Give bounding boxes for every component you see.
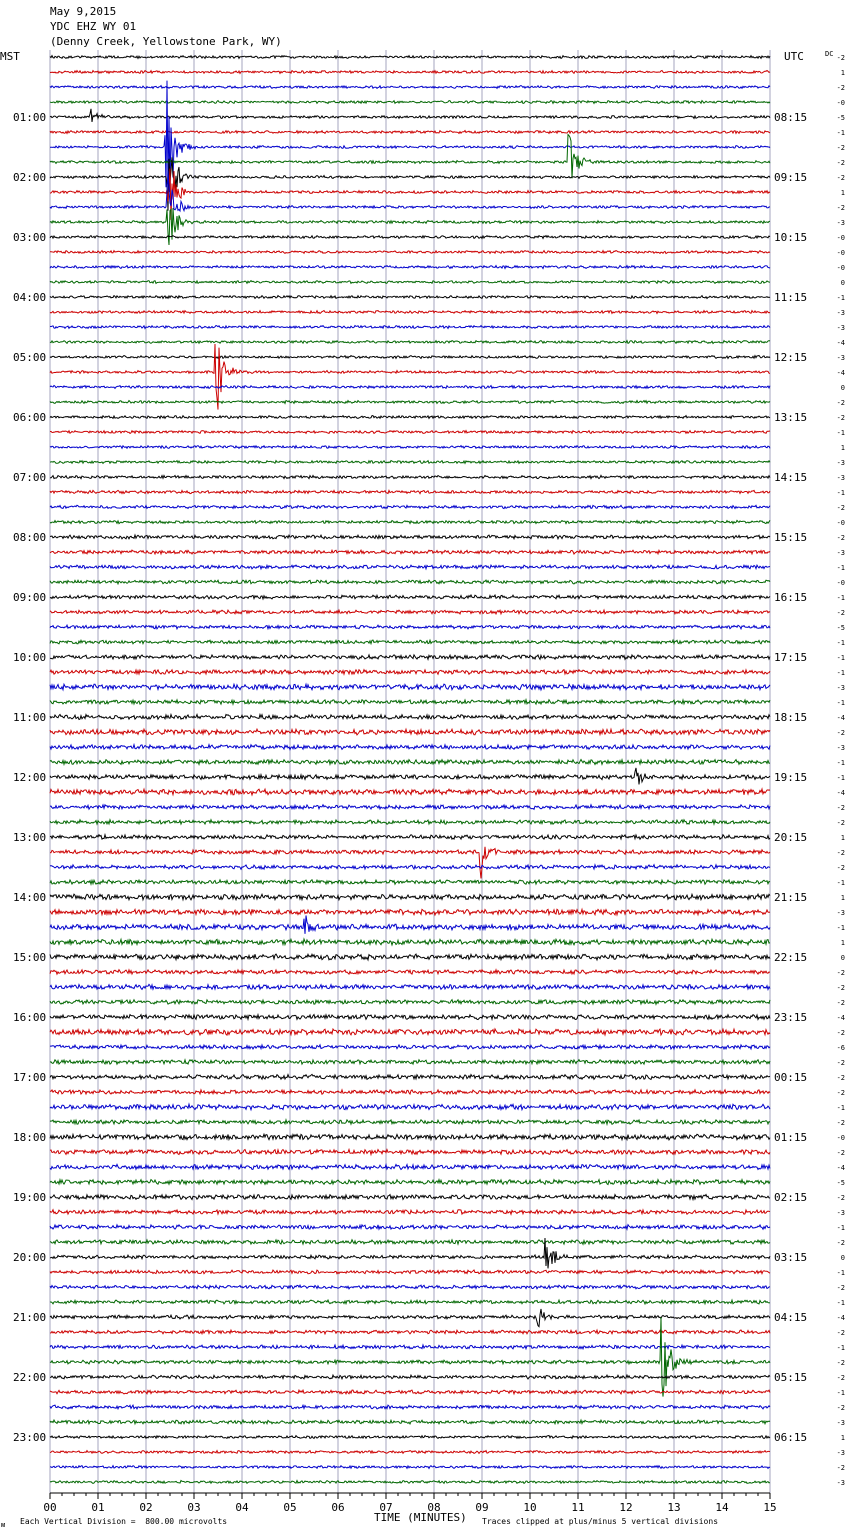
trace-74 [50, 1164, 770, 1169]
mst-label: 13:00 [13, 831, 47, 844]
trace-46 [50, 745, 770, 750]
x-tick-label: 04 [235, 1501, 249, 1514]
dc-offset: -0 [836, 234, 845, 242]
dc-offset: -1 [836, 1104, 845, 1112]
trace-3 [50, 101, 770, 104]
x-axis-title: TIME (MINUTES) [374, 1511, 467, 1524]
mst-label: 16:00 [13, 1011, 47, 1024]
trace-49 [50, 789, 770, 795]
dc-offset: -3 [836, 549, 845, 557]
trace-37 [50, 610, 770, 614]
dc-offset: -4 [836, 1014, 845, 1022]
dc-offset: -2 [836, 1374, 845, 1382]
trace-79 [50, 1240, 770, 1245]
trace-56 [50, 894, 770, 900]
utc-label: 16:15 [774, 591, 808, 604]
dc-offset: -1 [836, 1224, 845, 1232]
trace-15 [50, 281, 770, 284]
trace-77 [50, 1210, 770, 1214]
trace-90 [50, 1405, 770, 1409]
trace-34 [50, 565, 770, 569]
trace-76 [50, 1195, 770, 1200]
trace-69 [50, 1090, 770, 1094]
dc-offset: -1 [836, 924, 845, 932]
dc-offset: -1 [836, 774, 845, 782]
clip-note: Traces clipped at plus/minus 5 vertical divisions [482, 1517, 719, 1526]
trace-45 [50, 729, 770, 735]
dc-offset: -4 [836, 789, 845, 797]
dc-offset: 1 [840, 189, 845, 197]
x-tick-label: 14 [715, 1501, 729, 1514]
dc-offset: -5 [836, 1179, 845, 1187]
mst-label: 21:00 [13, 1311, 47, 1324]
utc-label: 04:15 [774, 1311, 808, 1324]
mst-label: 20:00 [13, 1251, 47, 1264]
trace-16 [50, 296, 770, 299]
x-tick-label: 08 [427, 1501, 441, 1514]
mst-label: 04:00 [13, 291, 47, 304]
trace-8 [50, 157, 770, 210]
dc-offset: 1 [840, 894, 845, 902]
dc-offset: -2 [836, 864, 845, 872]
trace-39 [50, 640, 770, 644]
trace-75 [50, 1180, 770, 1185]
trace-7 [50, 135, 770, 179]
dc-offset: -2 [836, 1119, 845, 1127]
trace-24 [50, 416, 770, 419]
corner-mark: ᴍ [1, 1521, 6, 1529]
mst-label: 23:00 [13, 1431, 47, 1444]
dc-offset: -2 [836, 849, 845, 857]
trace-64 [50, 1015, 770, 1020]
trace-26 [50, 446, 770, 449]
dc-offset: -1 [836, 294, 845, 302]
mst-label: 17:00 [13, 1071, 47, 1084]
dc-offset: 0 [840, 384, 845, 392]
mst-label: 07:00 [13, 471, 47, 484]
dc-offset: -1 [836, 429, 845, 437]
trace-57 [50, 909, 770, 915]
trace-44 [50, 715, 770, 720]
mst-label: 10:00 [13, 651, 47, 664]
trace-94 [50, 1466, 770, 1469]
dc-offset: -0 [836, 1134, 845, 1142]
utc-label: 12:15 [774, 351, 808, 364]
dc-offset: -2 [836, 1029, 845, 1037]
dc-offset: -1 [836, 639, 845, 647]
dc-offset: -3 [836, 354, 845, 362]
dc-offset: -2 [836, 984, 845, 992]
trace-22 [50, 386, 770, 389]
mst-label: 09:00 [13, 591, 47, 604]
dc-offset: -2 [836, 1089, 845, 1097]
trace-66 [50, 1045, 770, 1049]
dc-offset: -1 [836, 1269, 845, 1277]
trace-12 [50, 236, 770, 239]
dc-offset: -3 [836, 324, 845, 332]
mst-label: 11:00 [13, 711, 47, 724]
trace-1 [50, 71, 770, 74]
trace-0 [50, 56, 770, 59]
trace-93 [50, 1451, 770, 1454]
utc-label: 22:15 [774, 951, 808, 964]
dc-offset: 1 [840, 939, 845, 947]
utc-label: 21:15 [774, 891, 808, 904]
dc-offset: -0 [836, 99, 845, 107]
trace-68 [50, 1074, 770, 1079]
mst-axis-title: MST [0, 50, 20, 63]
dc-offset: -2 [836, 204, 845, 212]
dc-offset: -1 [836, 654, 845, 662]
dc-offset: -2 [836, 159, 845, 167]
trace-2 [50, 86, 770, 89]
dc-offset: -2 [836, 999, 845, 1007]
x-tick-label: 06 [331, 1501, 345, 1514]
dc-offset: -0 [836, 264, 845, 272]
utc-label: 02:15 [774, 1191, 808, 1204]
dc-offset: -2 [836, 1359, 845, 1367]
x-tick-label: 10 [523, 1501, 537, 1514]
trace-63 [50, 1000, 770, 1005]
trace-18 [50, 326, 770, 329]
utc-label: 11:15 [774, 291, 808, 304]
dc-offset: -5 [836, 624, 845, 632]
dc-offset: -2 [836, 1329, 845, 1337]
trace-54 [50, 865, 770, 870]
x-tick-label: 11 [571, 1501, 585, 1514]
dc-offset: -2 [836, 534, 845, 542]
utc-label: 08:15 [774, 111, 808, 124]
mst-label: 19:00 [13, 1191, 47, 1204]
dc-offset: -2 [836, 969, 845, 977]
mst-label: 14:00 [13, 891, 47, 904]
trace-19 [50, 341, 770, 344]
utc-label: 14:15 [774, 471, 808, 484]
x-tick-label: 05 [283, 1501, 297, 1514]
x-tick-label: 15 [763, 1501, 777, 1514]
dc-offset: -4 [836, 1314, 845, 1322]
dc-offset: -2 [836, 1239, 845, 1247]
dc-offset: 0 [840, 954, 845, 962]
trace-51 [50, 820, 770, 824]
date-label: May 9,2015 [50, 5, 117, 18]
trace-61 [50, 970, 770, 974]
dc-offset: -2 [836, 1059, 845, 1067]
x-tick-label: 01 [91, 1501, 105, 1514]
utc-label: 17:15 [774, 651, 808, 664]
utc-label: 23:15 [774, 1011, 808, 1024]
trace-86 [50, 1345, 770, 1349]
trace-31 [50, 520, 770, 523]
dc-offset: -4 [836, 1164, 845, 1172]
x-tick-label: 13 [667, 1501, 681, 1514]
dc-offset: 0 [840, 279, 845, 287]
dc-offset: -0 [836, 249, 845, 257]
trace-33 [50, 550, 770, 554]
trace-53 [50, 847, 770, 879]
dc-offset: -4 [836, 339, 845, 347]
dc-offset: 1 [840, 1434, 845, 1442]
dc-offset: -3 [836, 909, 845, 917]
trace-91 [50, 1420, 770, 1424]
trace-71 [50, 1120, 770, 1125]
dc-offset: -0 [836, 519, 845, 527]
trace-58 [50, 916, 770, 934]
mst-label: 01:00 [13, 111, 47, 124]
dc-offset: -3 [836, 1449, 845, 1457]
dc-offset: -1 [836, 699, 845, 707]
x-tick-label: 03 [187, 1501, 201, 1514]
dc-offset: -3 [836, 219, 845, 227]
trace-21 [50, 344, 770, 410]
dc-offset: -1 [836, 489, 845, 497]
dc-offset: 1 [840, 444, 845, 452]
dc-offset: -0 [836, 579, 845, 587]
dc-offset: -2 [836, 609, 845, 617]
dc-offset: -2 [836, 804, 845, 812]
trace-62 [50, 984, 770, 989]
trace-29 [50, 490, 770, 493]
dc-offset: 1 [840, 834, 845, 842]
trace-48 [50, 768, 770, 785]
dc-offset: -2 [836, 729, 845, 737]
dc-offset: -4 [836, 369, 845, 377]
trace-83 [50, 1300, 770, 1304]
dc-offset: -2 [836, 1074, 845, 1082]
trace-55 [50, 880, 770, 884]
trace-87 [50, 1317, 770, 1397]
dc-offset: -2 [836, 144, 845, 152]
trace-95 [50, 1481, 770, 1484]
trace-35 [50, 580, 770, 584]
dc-offset: -3 [836, 309, 845, 317]
dc-offset: -2 [836, 1284, 845, 1292]
dc-offset: -2 [836, 84, 845, 92]
mst-label: 02:00 [13, 171, 47, 184]
trace-43 [50, 700, 770, 704]
trace-78 [50, 1225, 770, 1230]
utc-axis-title: UTC [784, 50, 804, 63]
trace-11 [50, 208, 770, 245]
x-tick-label: 12 [619, 1501, 633, 1514]
mst-label: 18:00 [13, 1131, 47, 1144]
trace-41 [50, 670, 770, 675]
mst-label: 12:00 [13, 771, 47, 784]
trace-60 [50, 954, 770, 960]
dc-offset: -1 [836, 879, 845, 887]
dc-offset: 1 [840, 69, 845, 77]
dc-offset: -1 [836, 1389, 845, 1397]
trace-92 [50, 1436, 770, 1439]
dc-offset: -2 [836, 1464, 845, 1472]
trace-14 [50, 266, 770, 269]
trace-25 [50, 431, 770, 434]
trace-36 [50, 595, 770, 599]
utc-label: 15:15 [774, 531, 808, 544]
trace-73 [50, 1150, 770, 1155]
utc-label: 13:15 [774, 411, 808, 424]
dc-offset: -3 [836, 684, 845, 692]
trace-52 [50, 835, 770, 840]
dc-offset: -2 [836, 414, 845, 422]
utc-label: 00:15 [774, 1071, 808, 1084]
dc-offset: -3 [836, 459, 845, 467]
trace-50 [50, 805, 770, 810]
mst-label: 08:00 [13, 531, 47, 544]
trace-84 [50, 1309, 770, 1327]
x-tick-label: 02 [139, 1501, 153, 1514]
dc-offset: -1 [836, 669, 845, 677]
trace-65 [50, 1029, 770, 1035]
trace-85 [50, 1330, 770, 1334]
mst-label: 06:00 [13, 411, 47, 424]
dc-offset: -3 [836, 1209, 845, 1217]
utc-label: 03:15 [774, 1251, 808, 1264]
dc-offset: -1 [836, 1299, 845, 1307]
trace-72 [50, 1134, 770, 1140]
trace-67 [50, 1060, 770, 1064]
trace-13 [50, 251, 770, 254]
mst-label: 05:00 [13, 351, 47, 364]
trace-28 [50, 475, 770, 478]
x-tick-label: 09 [475, 1501, 489, 1514]
trace-23 [50, 401, 770, 404]
trace-82 [50, 1285, 770, 1289]
dc-offset: -3 [836, 474, 845, 482]
dc-offset: -1 [836, 564, 845, 572]
dc-offset: -2 [836, 1149, 845, 1157]
trace-47 [50, 760, 770, 765]
dc-offset: -2 [836, 819, 845, 827]
station-label: YDC EHZ WY 01 [50, 20, 137, 33]
x-tick-label: 07 [379, 1501, 393, 1514]
utc-label: 05:15 [774, 1371, 808, 1384]
trace-59 [50, 939, 770, 945]
utc-label: 10:15 [774, 231, 808, 244]
trace-27 [50, 461, 770, 464]
dc-offset: -1 [836, 759, 845, 767]
utc-label: 06:15 [774, 1431, 808, 1444]
mst-label: 15:00 [13, 951, 47, 964]
mst-label: 03:00 [13, 231, 47, 244]
dc-offset: -3 [836, 1419, 845, 1427]
trace-38 [50, 625, 770, 629]
trace-17 [50, 311, 770, 314]
trace-20 [50, 356, 770, 359]
utc-label: 20:15 [774, 831, 808, 844]
dc-offset: -5 [836, 114, 845, 122]
trace-32 [50, 535, 770, 539]
mst-label: 22:00 [13, 1371, 47, 1384]
dc-offset: -4 [836, 714, 845, 722]
dc-offset: -2 [836, 174, 845, 182]
location-label: (Denny Creek, Yellowstone Park, WY) [50, 35, 282, 48]
trace-30 [50, 505, 770, 508]
x-tick-label: 00 [43, 1501, 57, 1514]
dc-label: DC [825, 50, 834, 58]
trace-42 [50, 684, 770, 690]
dc-offset: -2 [836, 1194, 845, 1202]
dc-offset: -1 [836, 594, 845, 602]
dc-offset: -3 [836, 1479, 845, 1487]
dc-offset: -1 [836, 129, 845, 137]
trace-89 [50, 1390, 770, 1394]
utc-label: 19:15 [774, 771, 808, 784]
dc-offset: 0 [840, 1254, 845, 1262]
dc-offset: -2 [836, 54, 845, 62]
dc-offset: -2 [836, 399, 845, 407]
utc-label: 09:15 [774, 171, 808, 184]
dc-offset: -1 [836, 1344, 845, 1352]
dc-offset: -2 [836, 1404, 845, 1412]
dc-offset: -6 [836, 1044, 845, 1052]
utc-label: 18:15 [774, 711, 808, 724]
trace-70 [50, 1104, 770, 1110]
dc-offset: -2 [836, 504, 845, 512]
trace-81 [50, 1270, 770, 1274]
scale-note: Each Vertical Division = 800.00 microvolts [20, 1517, 228, 1526]
utc-label: 01:15 [774, 1131, 808, 1144]
dc-offset: -3 [836, 744, 845, 752]
trace-4 [50, 109, 770, 122]
trace-40 [50, 655, 770, 659]
trace-5 [50, 131, 770, 134]
